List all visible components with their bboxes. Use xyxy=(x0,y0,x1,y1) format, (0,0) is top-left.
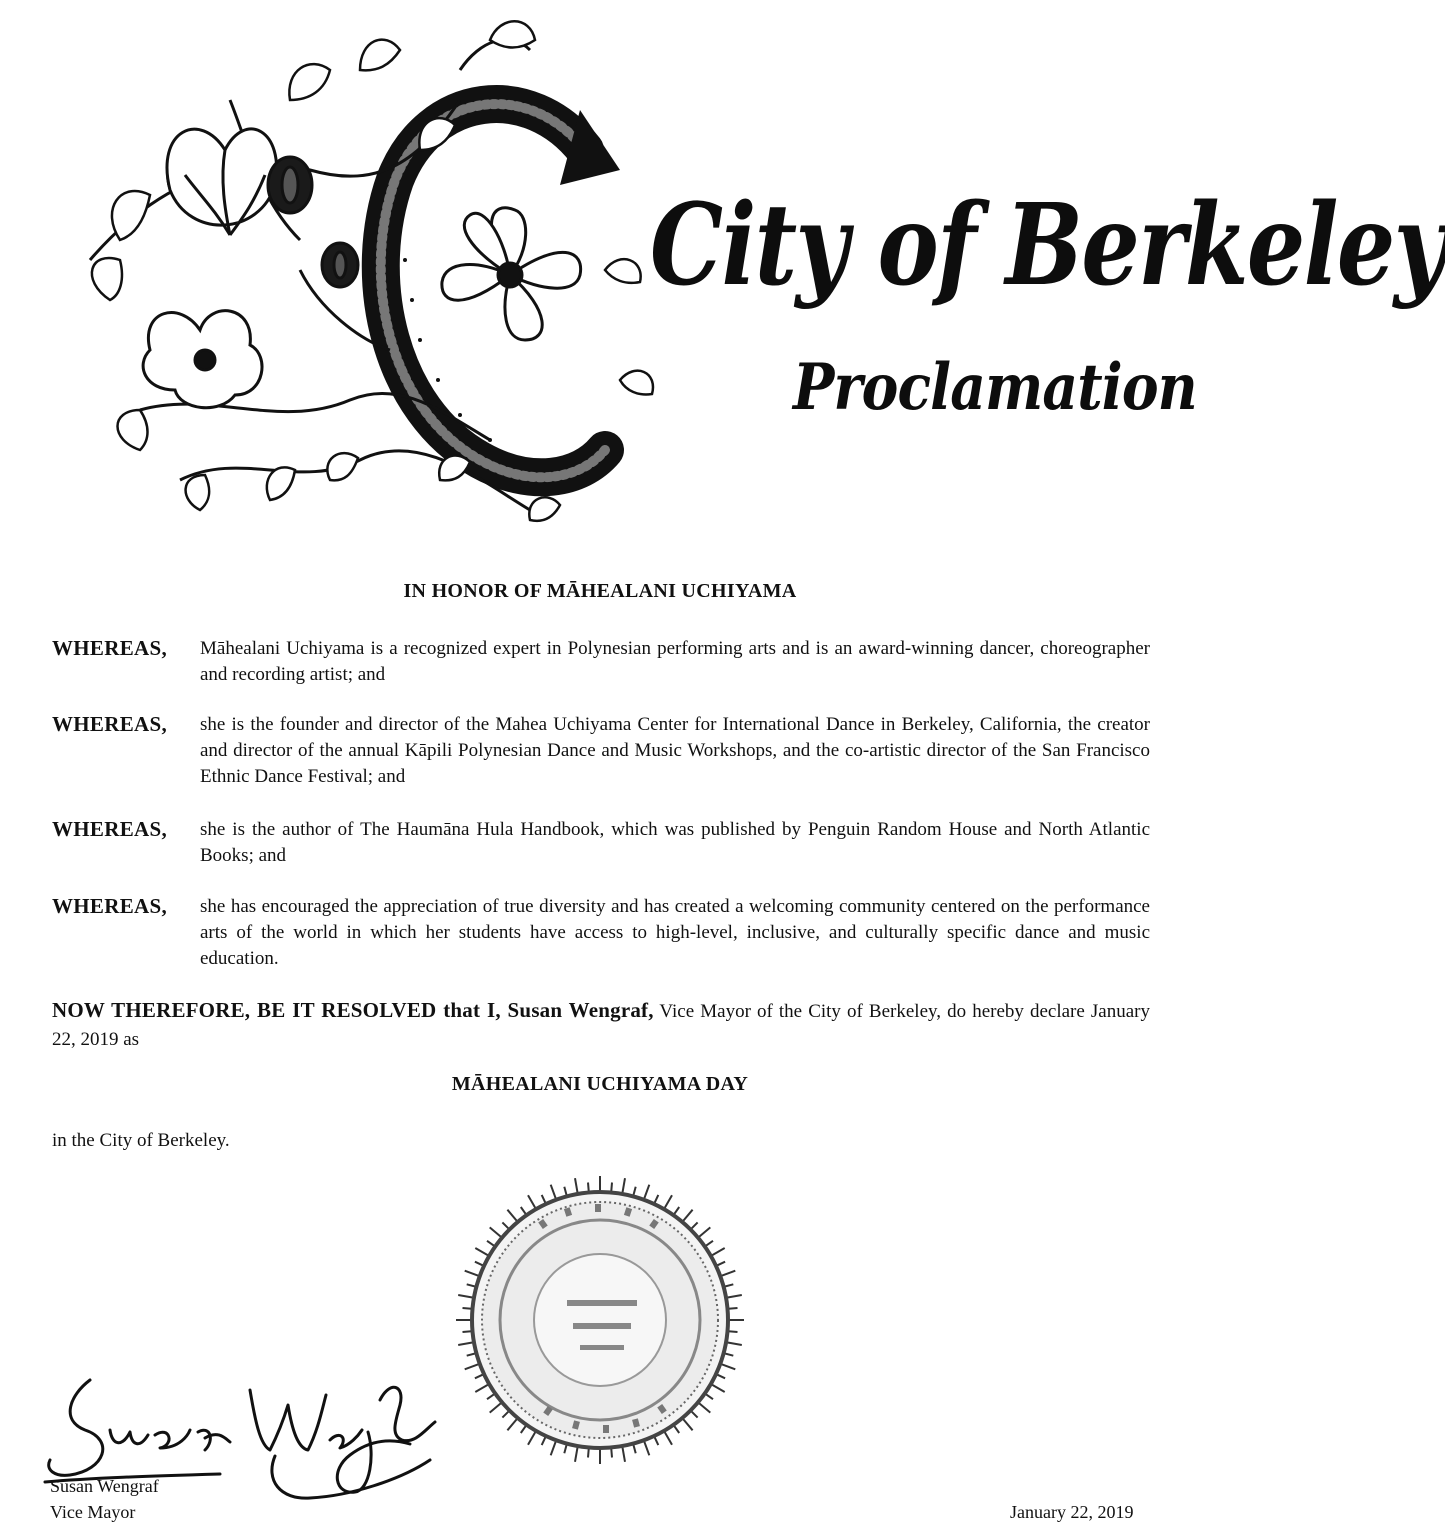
in-city-text: in the City of Berkeley. xyxy=(52,1130,230,1151)
title-city-of-berkeley: City of Berkeley xyxy=(650,180,1445,311)
honor-heading: IN HONOR OF MĀHEALANI UCHIYAMA xyxy=(403,580,797,602)
masthead xyxy=(60,10,1445,550)
resolution-rest: Vice Mayor of the City of Berkeley, do hereby declare January 22, 2019 as xyxy=(52,1001,1150,1050)
resolution-paragraph xyxy=(52,996,1150,1054)
whereas-label: WHEREAS, xyxy=(52,894,168,918)
signer-name: Susan Wengraf xyxy=(50,1476,159,1496)
sign-date: January 22, 2019 xyxy=(1010,1502,1134,1522)
whereas-text: she is the author of The Haumāna Hula Handbook, which was published by Penguin Random House and North Atlantic Books; and xyxy=(200,819,1150,866)
whereas-text: she is the founder and director of the Mahea Uchiyama Center for International Dance in Berkeley, California, the creator and director of the annual Kāpili Polynesian Dance and Music Workshops, and the co-artistic director of the San Francisco Ethnic Dance Festival; and xyxy=(200,714,1150,787)
whereas-text: she has encouraged the appreciation of true diversity and has created a welcoming community centered on the performance arts of the world in which her students have access to high-level, inclusive, and culturally specific dance and music education. xyxy=(200,896,1150,969)
resolution-bold: NOW THEREFORE, BE IT RESOLVED that I, Susan Wengraf, xyxy=(52,998,654,1022)
day-heading: MĀHEALANI UCHIYAMA DAY xyxy=(451,1073,749,1095)
city-seal-icon xyxy=(455,1175,745,1465)
whereas-label: WHEREAS, xyxy=(52,712,168,736)
floral-illuminated-c-icon xyxy=(60,10,680,550)
whereas-label: WHEREAS, xyxy=(52,817,168,841)
signer-title: Vice Mayor xyxy=(50,1502,136,1522)
title-proclamation: Proclamation xyxy=(793,350,1197,425)
whereas-text: Māhealani Uchiyama is a recognized expert in Polynesian performing arts and is an award-winning dancer, choreographer and recording artist; and xyxy=(200,638,1150,685)
whereas-label: WHEREAS, xyxy=(52,636,168,660)
